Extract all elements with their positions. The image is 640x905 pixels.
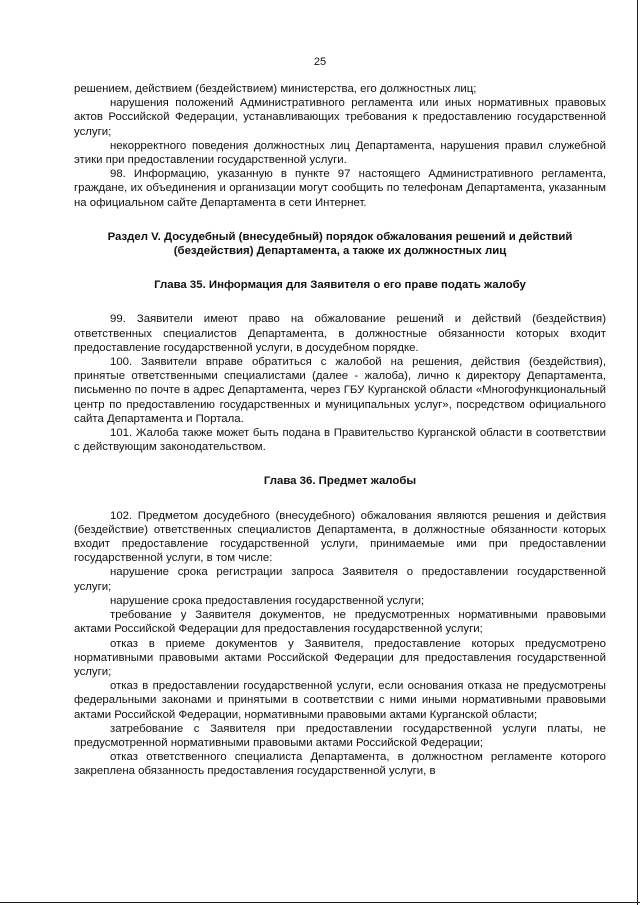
page-number: 25 — [313, 56, 327, 68]
paragraph: нарушение срока предоставления государственной услуги; — [110, 594, 425, 607]
paragraph: некорректного поведения должностных лиц Департамента, нарушения правил служебной этики при предоставлении государственной услуги. — [74, 139, 606, 167]
paragraph: 102. Предметом досудебного (внесудебного) обжалования являются решения и действия (бездействие) ответственных специалистов Департамента, в должностные обязанности которых входит предоставление государственной услуги, принимаемые ими при предоставлении государственной услуги, в том числе: — [74, 509, 606, 565]
paragraph: затребование с Заявителя при предоставлении государственной услуги платы, не предусмотренной нормативными правовыми актами Российской Федерации; — [74, 722, 606, 749]
paragraph: нарушения положений Административного регламента или иных нормативных правовых актов Российской Федерации, устанавливающих требования к предоставлению государственной услуги; — [74, 97, 606, 138]
paragraph: 101. Жалоба также может быть подана в Правительство Курганской области в соответствии с действующим законодательством. — [74, 427, 606, 454]
paragraph: отказ в предоставлении государственной услуги, если основания отказа не предусмотрены федеральными законами и принятыми в соответствии с ними иными нормативными правовыми актами Российской Федерации, нормативными правовыми актами Курганской области; — [74, 680, 606, 721]
paragraph: требование у Заявителя документов, не предусмотренных нормативными правовыми актами Российской Федерации для предоставления государственной услуги; — [74, 609, 606, 636]
paragraph: 100. Заявители вправе обратиться с жалобой на решения, действия (бездействия), принятые ответственными специалистами (далее - жалоба), лично к директору Департамента, письменно по почте в адрес Департамента, через ГБУ Курганской области «Многофункциональный центр по предоставлению государственных и муниципальных услуг», посредством официального сайта Департамента и Портала. — [74, 356, 606, 425]
paragraph: 98. Информацию, указанную в пункте 97 настоящего Административного регламента, граждане, их объединения и организации могут сообщить по телефонам Департамента, указанным на официальном сайте Департамента в сети Интернет. — [74, 168, 606, 209]
page-edge-bottom — [0, 902, 640, 903]
document-body — [74, 82, 606, 779]
paragraph: отказ в приеме документов у Заявителя, предоставление которых предусмотрено нормативными правовыми актами Российской Федерации для предоставления государственной услуги; — [74, 637, 606, 678]
chapter-heading: Глава 36. Предмет жалобы — [263, 475, 417, 488]
chapter-heading: Глава 35. Информация для Заявителя о его праве подать жалобу — [154, 279, 526, 292]
paragraph: нарушение срока регистрации запроса Заявителя о предоставлении государственной услуги; — [74, 566, 606, 593]
section-heading: Раздел V. Досудебный (внесудебный) порядок обжалования решений и действий (бездействия) Департамента, а также их должностных лиц — [107, 230, 573, 258]
paragraph: решением, действием (бездействием) министерства, его должностных лиц; — [74, 83, 477, 95]
paragraph: 99. Заявители имеют право на обжалование решений и действий (бездействия) ответственных специалистов Департамента, в должностные обязанности которых входит предоставление государственной услуги, в досудебном порядке. — [74, 313, 606, 354]
page-edge-right — [637, 0, 638, 905]
paragraph: отказ ответственного специалиста Департамента, в должностном регламенте которого закреплена обязанность предоставления государственной услуги, в — [74, 751, 606, 778]
